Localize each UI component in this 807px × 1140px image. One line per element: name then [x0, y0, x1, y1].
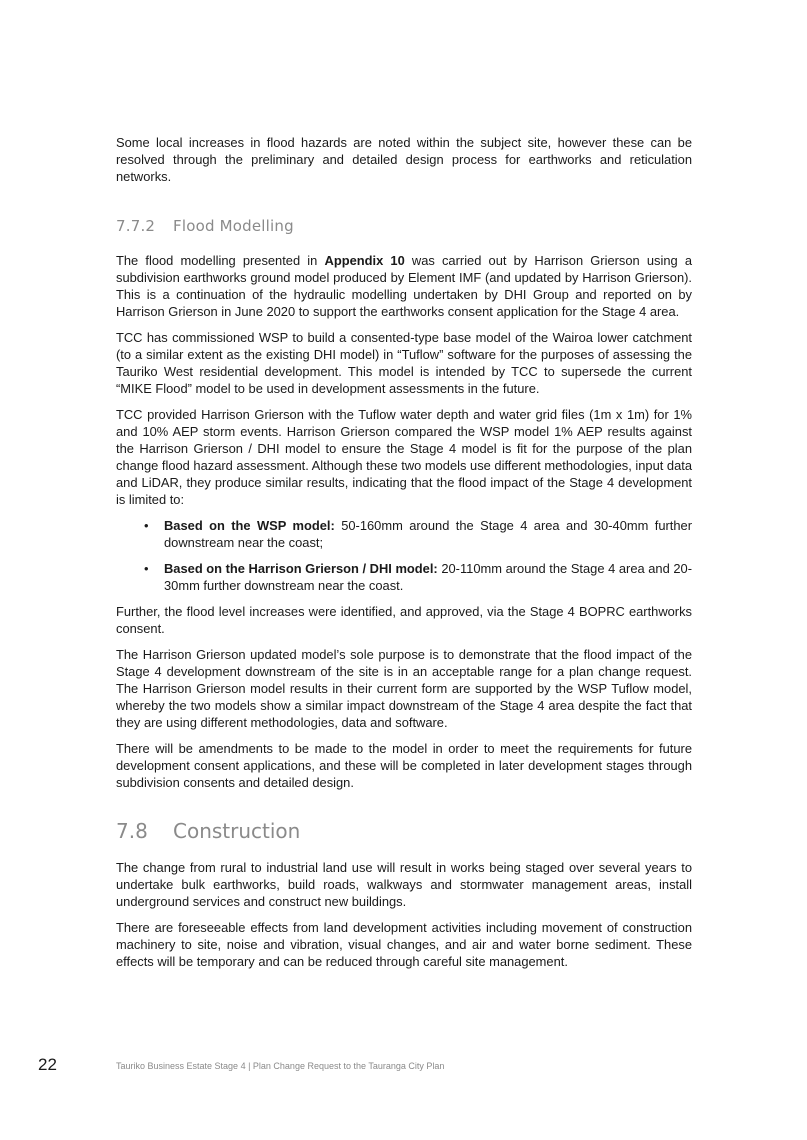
list-item — [116, 517, 692, 551]
paragraph: The Harrison Grierson updated model’s sole purpose is to demonstrate that the flood impact of the Stage 4 development downstream of the site is in an acceptable range for a plan change request. The Harrison Grierson model results in their current form are supported by the WSP Tuflow model, whereby the two models show a similar impact downstream of the Stage 4 area despite the fact that they are using different methodologies, data and software. — [116, 647, 692, 730]
paragraph: The change from rural to industrial land use will result in works being staged over several years to undertake bulk earthworks, build roads, walkways and stormwater management areas, install underground services and construct new buildings. — [116, 860, 692, 909]
section-heading-7-8 — [116, 819, 692, 843]
paragraph — [116, 252, 692, 320]
paragraph: TCC provided Harrison Grierson with the Tuflow water depth and water grid files (1m x 1m) for 1% and 10% AEP storm events. Harrison Grierson compared the WSP model 1% AEP results against the Harrison Grierson / DHI model to ensure the Stage 4 model is fit for the purpose of the plan change flood hazard assessment. Although these two models use different methodologies, input data and LiDAR, they produce similar results, indicating that the flood impact of the Stage 4 development is limited to: — [116, 407, 692, 507]
bullet-list — [116, 517, 692, 594]
bullet-text: 20-110mm around the Stage 4 area and 20-30mm further downstream near the coast. — [164, 561, 692, 593]
intro-paragraph: Some local increases in flood hazards are noted within the subject site, however these can be resolved through the preliminary and detailed design process for earthworks and reticulation networks. — [116, 135, 692, 184]
section-title: Construction — [173, 819, 301, 843]
section-number: 7.7.2 — [116, 217, 156, 235]
bullet-icon: • — [144, 561, 149, 576]
section-title: Flood Modelling — [173, 217, 294, 235]
bullet-label: Based on the Harrison Grierson / DHI model: — [164, 561, 438, 576]
footer-text: Tauriko Business Estate Stage 4 | Plan Change Request to the Tauranga City Plan — [116, 1061, 445, 1071]
text-run: was carried out by Harrison Grierson using a subdivision earthworks ground model produced by Element IMF (and updated by Harrison Grierson). This is a continuation of the hydraulic modelling undertaken by DHI Group and reported on by Harrison Grierson in June 2020 to support the earthworks consent application for the Stage 4 area. — [116, 253, 693, 319]
paragraph: There are foreseeable effects from land development activities including movement of construction machinery to site, noise and vibration, visual changes, and air and water borne sediment. These effects will be temporary and can be reduced through careful site management. — [116, 920, 692, 969]
page-number: 22 — [38, 1055, 57, 1074]
paragraph: TCC has commissioned WSP to build a consented-type base model of the Wairoa lower catchment (to a similar extent as the existing DHI model) in “Tuflow” software for the purposes of assessing the Tauriko West residential development. This model is intended by TCC to supersede the current “MIKE Flood” model to be used in development assessments in the future. — [116, 330, 692, 396]
document-body — [116, 134, 692, 979]
list-item — [116, 560, 692, 594]
bullet-label: Based on the WSP model: — [164, 518, 335, 533]
appendix-reference: Appendix 10 — [324, 253, 405, 268]
bullet-icon: • — [144, 518, 149, 533]
text-run: The flood modelling presented in — [116, 253, 325, 268]
section-number: 7.8 — [116, 819, 148, 843]
section-heading-7-7-2 — [116, 217, 692, 235]
paragraph: There will be amendments to be made to the model in order to meet the requirements for future development consent applications, and these will be completed in later development stages through subdivision consents and detailed design. — [116, 741, 692, 790]
bullet-text: 50-160mm around the Stage 4 area and 30-40mm further downstream near the coast; — [164, 518, 692, 550]
paragraph: Further, the flood level increases were identified, and approved, via the Stage 4 BOPRC earthworks consent. — [116, 604, 692, 636]
